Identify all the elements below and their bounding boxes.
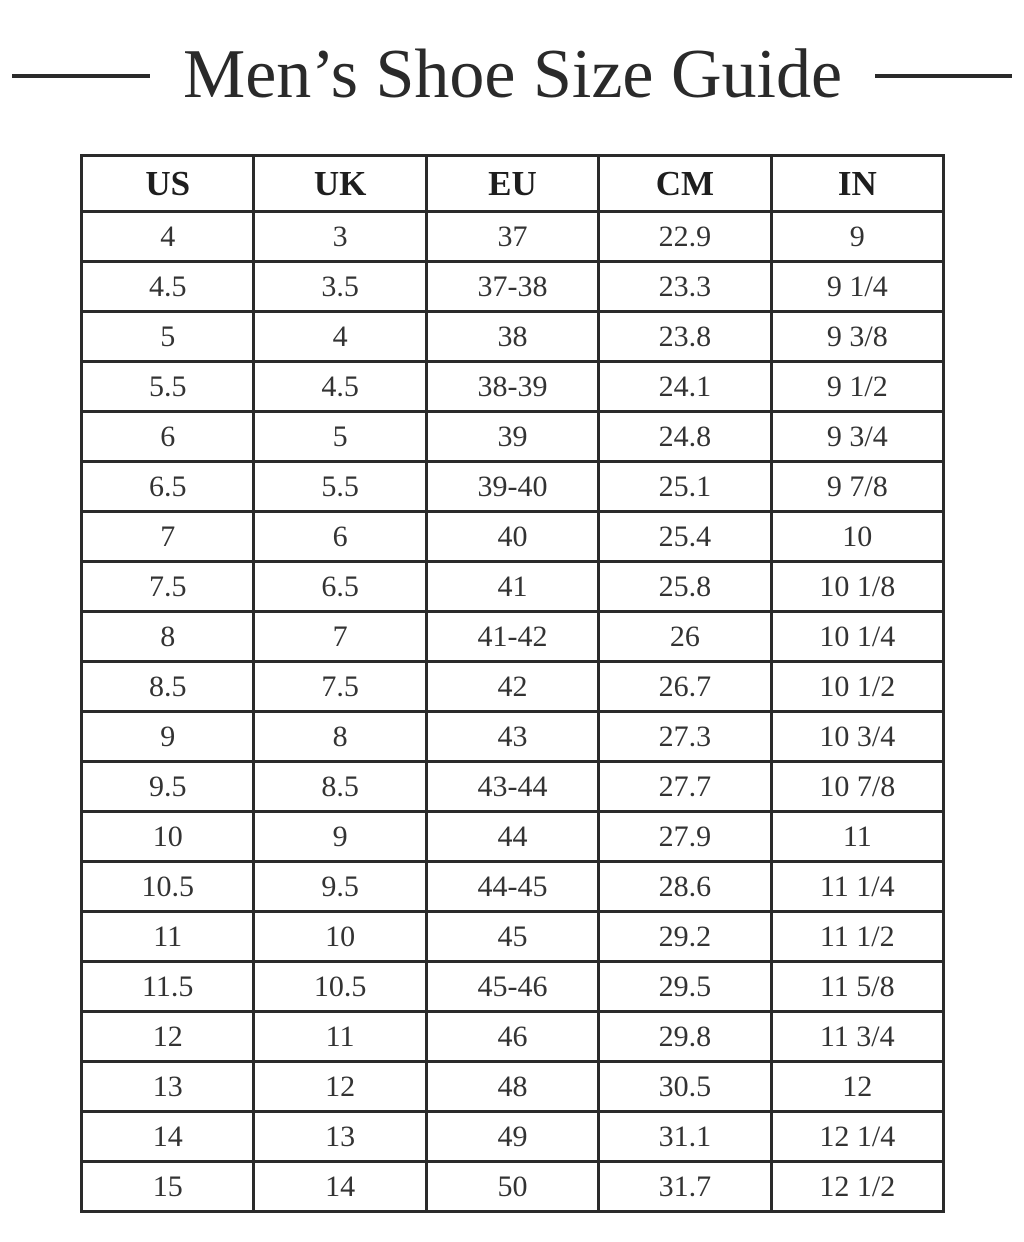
cell-in: 9 3/8 [771,312,943,362]
cell-in: 9 1/2 [771,362,943,412]
cell-uk: 3 [254,212,426,262]
table-row [82,512,944,562]
cell-cm: 30.5 [599,1062,771,1112]
cell-in: 11 3/4 [771,1012,943,1062]
table-row [82,562,944,612]
cell-eu: 50 [426,1162,598,1212]
cell-cm: 28.6 [599,862,771,912]
table-row [82,912,944,962]
cell-uk: 7.5 [254,662,426,712]
cell-in: 10 7/8 [771,762,943,812]
cell-us: 10.5 [82,862,254,912]
cell-us: 4 [82,212,254,262]
cell-us: 7.5 [82,562,254,612]
cell-eu: 45-46 [426,962,598,1012]
cell-uk: 4.5 [254,362,426,412]
cell-in: 10 1/8 [771,562,943,612]
cell-cm: 29.2 [599,912,771,962]
cell-uk: 14 [254,1162,426,1212]
cell-us: 13 [82,1062,254,1112]
cell-us: 11.5 [82,962,254,1012]
title-rule-left [12,74,150,78]
cell-eu: 48 [426,1062,598,1112]
column-header-eu: EU [426,156,598,212]
cell-in: 11 1/4 [771,862,943,912]
cell-us: 6 [82,412,254,462]
cell-uk: 3.5 [254,262,426,312]
cell-in: 11 [771,812,943,862]
column-header-in: IN [771,156,943,212]
cell-uk: 10 [254,912,426,962]
cell-eu: 49 [426,1112,598,1162]
cell-cm: 27.9 [599,812,771,862]
cell-eu: 43-44 [426,762,598,812]
cell-us: 7 [82,512,254,562]
table-row [82,812,944,862]
table-body [82,212,944,1212]
cell-us: 12 [82,1012,254,1062]
table-row [82,212,944,262]
table-row [82,962,944,1012]
cell-cm: 25.1 [599,462,771,512]
cell-eu: 44-45 [426,862,598,912]
header-row [82,156,944,212]
cell-uk: 5 [254,412,426,462]
column-header-uk: UK [254,156,426,212]
cell-eu: 41-42 [426,612,598,662]
table-row [82,462,944,512]
cell-cm: 31.1 [599,1112,771,1162]
table-row [82,412,944,462]
cell-eu: 46 [426,1012,598,1062]
cell-cm: 29.5 [599,962,771,1012]
title-row [0,30,1024,120]
cell-cm: 24.8 [599,412,771,462]
cell-us: 8 [82,612,254,662]
cell-eu: 44 [426,812,598,862]
table-row [82,1162,944,1212]
cell-cm: 27.3 [599,712,771,762]
cell-in: 12 1/4 [771,1112,943,1162]
column-header-us: US [82,156,254,212]
cell-cm: 27.7 [599,762,771,812]
cell-cm: 22.9 [599,212,771,262]
cell-in: 9 [771,212,943,262]
cell-in: 12 1/2 [771,1162,943,1212]
table-row [82,262,944,312]
table-row [82,762,944,812]
cell-us: 10 [82,812,254,862]
title-rule-right [875,74,1012,78]
cell-uk: 8 [254,712,426,762]
size-table [80,154,945,1213]
table-row [82,362,944,412]
cell-eu: 43 [426,712,598,762]
cell-us: 11 [82,912,254,962]
cell-eu: 42 [426,662,598,712]
cell-uk: 9.5 [254,862,426,912]
cell-in: 10 [771,512,943,562]
cell-in: 11 5/8 [771,962,943,1012]
cell-uk: 5.5 [254,462,426,512]
cell-uk: 10.5 [254,962,426,1012]
cell-uk: 13 [254,1112,426,1162]
cell-eu: 37-38 [426,262,598,312]
cell-eu: 37 [426,212,598,262]
cell-uk: 9 [254,812,426,862]
cell-uk: 6.5 [254,562,426,612]
cell-cm: 23.8 [599,312,771,362]
cell-uk: 7 [254,612,426,662]
cell-in: 9 3/4 [771,412,943,462]
table-row [82,612,944,662]
table-row [82,712,944,762]
cell-us: 9 [82,712,254,762]
page-title: Men’s Shoe Size Guide [182,36,843,113]
table-row [82,662,944,712]
cell-in: 10 3/4 [771,712,943,762]
cell-us: 5 [82,312,254,362]
cell-us: 9.5 [82,762,254,812]
cell-cm: 25.8 [599,562,771,612]
table-header [82,156,944,212]
cell-cm: 25.4 [599,512,771,562]
table-row [82,1112,944,1162]
cell-in: 11 1/2 [771,912,943,962]
table-row [82,312,944,362]
cell-us: 4.5 [82,262,254,312]
table-row [82,1062,944,1112]
cell-uk: 12 [254,1062,426,1112]
cell-in: 12 [771,1062,943,1112]
cell-uk: 8.5 [254,762,426,812]
cell-us: 8.5 [82,662,254,712]
table-row [82,862,944,912]
cell-eu: 41 [426,562,598,612]
cell-in: 10 1/4 [771,612,943,662]
cell-cm: 31.7 [599,1162,771,1212]
cell-eu: 39 [426,412,598,462]
cell-cm: 26 [599,612,771,662]
table-row [82,1012,944,1062]
cell-uk: 6 [254,512,426,562]
cell-us: 15 [82,1162,254,1212]
cell-us: 6.5 [82,462,254,512]
cell-us: 5.5 [82,362,254,412]
cell-eu: 45 [426,912,598,962]
column-header-cm: CM [599,156,771,212]
cell-in: 9 1/4 [771,262,943,312]
cell-eu: 38-39 [426,362,598,412]
cell-eu: 39-40 [426,462,598,512]
cell-cm: 26.7 [599,662,771,712]
cell-uk: 4 [254,312,426,362]
cell-cm: 29.8 [599,1012,771,1062]
cell-uk: 11 [254,1012,426,1062]
cell-eu: 38 [426,312,598,362]
cell-cm: 24.1 [599,362,771,412]
cell-cm: 23.3 [599,262,771,312]
cell-us: 14 [82,1112,254,1162]
cell-in: 10 1/2 [771,662,943,712]
cell-in: 9 7/8 [771,462,943,512]
cell-eu: 40 [426,512,598,562]
